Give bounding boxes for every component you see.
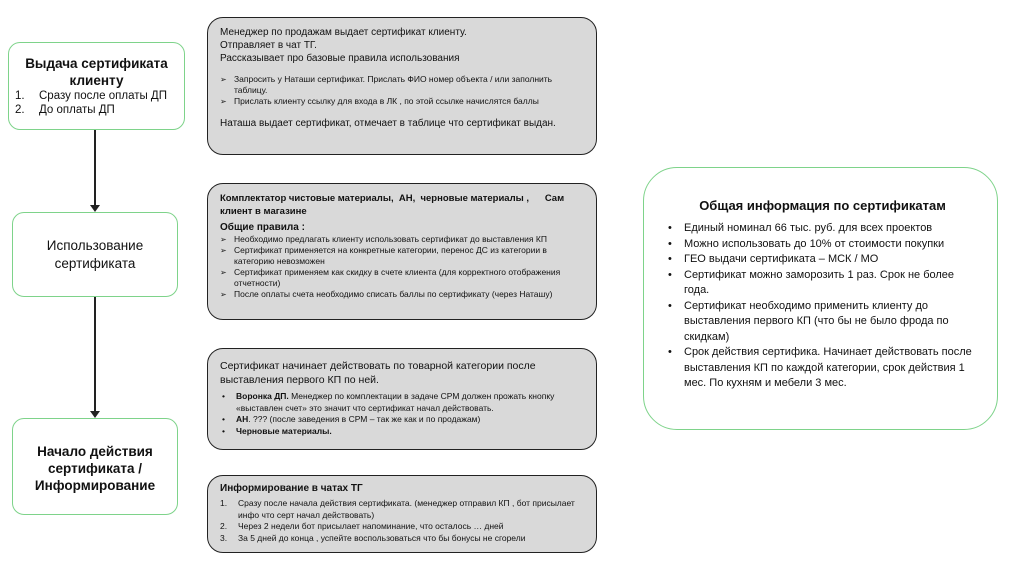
step-issue-certificate xyxy=(8,42,185,130)
general-info-box xyxy=(643,167,998,430)
text-line: Отправляет в чат ТГ. xyxy=(220,40,317,51)
list-item: ➢ Прислать клиенту ссылку для входа в ЛК , по этой ссылке начислятся баллы xyxy=(220,96,584,107)
start-details-box xyxy=(207,348,597,450)
step-title: Выдача сертификата клиенту xyxy=(25,56,168,88)
box-heading: Комплектатор чистовые материалы, АН, черновые материалы , Сам клиент в магазине xyxy=(220,193,567,217)
step-start xyxy=(12,418,178,515)
arrow-down-icon xyxy=(90,411,100,418)
list-item: 2. До оплаты ДП xyxy=(15,104,115,116)
list-item: 2. Через 2 недели бот присылает напоминание, что осталось … дней xyxy=(220,521,504,531)
list-item: ➢ Сертификат применяется на конкретные категории, перенос ДС из категории в категорию невозможен xyxy=(220,245,584,267)
issue-details-box xyxy=(207,17,597,155)
step-usage xyxy=(12,212,178,297)
list-item: • Воронка ДП. Менеджер по комплектации в задаче СРМ должен прожать кнопку «выставлен счет» это значит что сертификат начал действовать. xyxy=(220,391,584,414)
list-item: • АН. ??? (после заведения в СРМ – так же как и по продажам) xyxy=(220,414,584,426)
text-line: Менеджер по продажам выдает сертификат клиенту. xyxy=(220,27,467,38)
list-item: • Черновые материалы. xyxy=(220,426,584,438)
text-line: Рассказывает про базовые правила использования xyxy=(220,53,460,64)
list-item: • Сертификат можно заморозить 1 раз. Срок не более года. xyxy=(668,268,977,299)
general-title: Общая информация по сертификатам xyxy=(699,198,946,213)
list-item: • Срок действия сертифика. Начинает действовать после выставления КП по каждой категории, срок действия 1 мес. По кухням и мебели 3 мес. xyxy=(668,345,977,392)
list-item: 1. Сразу после оплаты ДП xyxy=(15,90,167,102)
list-item: • Единый номинал 66 тыс. руб. для всех проектов xyxy=(668,221,977,237)
list-item: • ГЕО выдачи сертификата – МСК / МО xyxy=(668,252,977,268)
list-item: ➢ Необходимо предлагать клиенту использовать сертификат до выставления КП xyxy=(220,234,584,245)
list-item: 1. Сразу после начала действия сертификата. (менеджер отправил КП , бот присылает инфо что серт начал действовать) xyxy=(220,498,575,520)
box-heading: Информирование в чатах ТГ xyxy=(220,483,363,494)
rules-title: Общие правила : xyxy=(220,222,305,233)
list-item: ➢ После оплаты счета необходимо списать баллы по сертификату (через Наташу) xyxy=(220,289,584,300)
usage-rules-box xyxy=(207,183,597,320)
arrow-down-icon xyxy=(90,205,100,212)
list-item: ➢ Сертификат применяем как скидку в счете клиента (для корректного отображения отчетности) xyxy=(220,267,584,289)
list-item: • Можно использовать до 10% от стоимости покупки xyxy=(668,237,977,253)
list-item: 3. За 5 дней до конца , успейте воспользоваться что бы бонусы не сгорели xyxy=(220,532,526,543)
intro-text: Сертификат начинает действовать по товарной категории после выставления первого КП по ней. xyxy=(220,360,536,386)
notifications-box xyxy=(207,475,597,553)
list-item: • Сертификат необходимо применить клиенту до выставления первого КП (что бы не было фрода по скидкам) xyxy=(668,299,977,346)
connector-line xyxy=(94,297,96,412)
step-title: Начало действия сертификата / Информирование xyxy=(34,444,156,493)
connector-line xyxy=(94,130,96,206)
step-title: Использование сертификата xyxy=(46,238,144,271)
text-line: Наташа выдает сертификат, отмечает в таблице что сертификат выдан. xyxy=(220,118,556,129)
list-item: ➢ Запросить у Наташи сертификат. Прислать ФИО номер объекта / или заполнить таблицу. xyxy=(220,74,584,96)
